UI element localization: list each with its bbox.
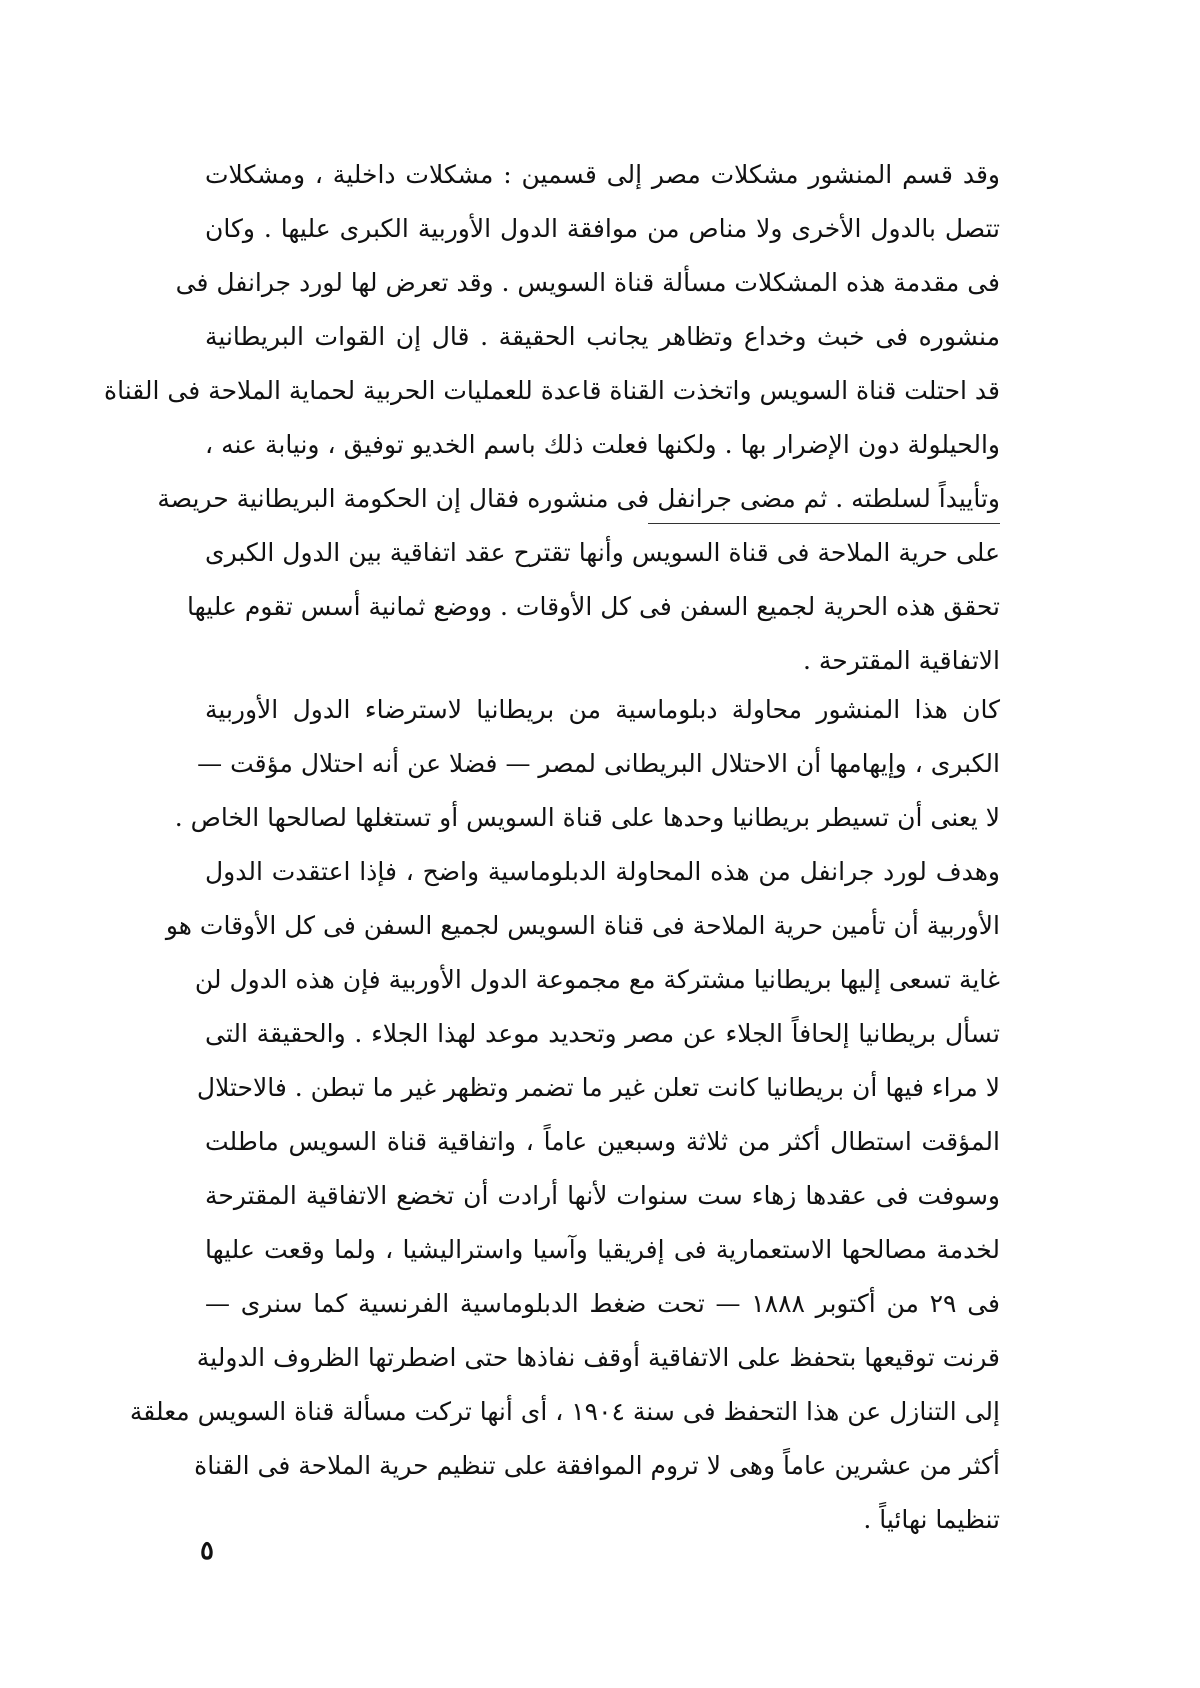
text-line: لخدمة مصالحها الاستعمارية فى إفريقيا وآسيا واستراليشيا ، ولما وقعت عليها <box>205 1235 1000 1264</box>
text-line-last: تنظيما نهائياً . <box>863 1505 1000 1534</box>
text-line: أكثر من عشرين عاماً وهى لا تروم الموافقة على تنظيم حرية الملاحة فى القناة <box>194 1451 1000 1480</box>
text-line: وهدف لورد جرانفل من هذه المحاولة الدبلوماسية واضح ، فإذا اعتقدت الدول <box>205 857 1000 886</box>
underline-mark <box>648 523 1000 524</box>
text-line: تحقق هذه الحرية لجميع السفن فى كل الأوقات . ووضع ثمانية أسس تقوم عليها <box>187 592 1000 621</box>
page-number: ٥ <box>200 1536 214 1566</box>
text-line: الأوربية أن تأمين حرية الملاحة فى قناة السويس لجميع السفن فى كل الأوقات هو <box>165 911 1000 940</box>
text-line: الكبرى ، وإيهامها أن الاحتلال البريطانى لمصر — فضلا عن أنه احتلال مؤقت — <box>197 749 1000 778</box>
text-line-last: الاتفاقية المقترحة . <box>802 646 1000 675</box>
text-line: وسوفت فى عقدها زهاء ست سنوات لأنها أرادت أن تخضع الاتفاقية المقترحة <box>205 1181 1000 1210</box>
text-line: تسأل بريطانيا إلحافاً الجلاء عن مصر وتحديد موعد لهذا الجلاء . والحقيقة التى <box>205 1019 1000 1048</box>
text-line-underlined <box>157 472 1000 526</box>
text-line: قد احتلت قناة السويس واتخذت القناة قاعدة للعمليات الحربية لحماية الملاحة فى القناة <box>104 376 1000 405</box>
text-line: المؤقت استطال أكثر من ثلاثة وسبعين عاماً ، واتفاقية قناة السويس ماطلت <box>205 1127 1000 1156</box>
text-line: لا يعنى أن تسيطر بريطانيا وحدها على قناة السويس أو تستغلها لصالحها الخاص . <box>174 803 1000 832</box>
text-line: لا مراء فيها أن بريطانيا كانت تعلن غير ما تضمر وتظهر غير ما تبطن . فالاحتلال <box>196 1073 1000 1102</box>
text-line: إلى التنازل عن هذا التحفظ فى سنة ١٩٠٤ ، أى أنها تركت مسألة قناة السويس معلقة <box>129 1397 1000 1426</box>
text-line: تتصل بالدول الأخرى ولا مناص من موافقة الدول الأوربية الكبرى عليها . وكان <box>205 214 1000 243</box>
paragraph-2 <box>129 683 1000 1547</box>
text-line: فى ٢٩ من أكتوبر ١٨٨٨ — تحت ضغط الدبلوماسية الفرنسية كما سنرى — <box>205 1289 1000 1318</box>
text-line: والحيلولة دون الإضرار بها . ولكنها فعلت ذلك باسم الخديو توفيق ، ونيابة عنه ، <box>205 430 1000 459</box>
paragraph-1 <box>104 148 1000 688</box>
text-line-content: وتأييداً لسلطته . ثم مضى جرانفل فى منشوره فقال إن الحكومة البريطانية حريصة <box>157 484 1000 513</box>
text-line: وقد قسم المنشور مشكلات مصر إلى قسمين : مشكلات داخلية ، ومشكلات <box>205 160 1000 189</box>
text-line: غاية تسعى إليها بريطانيا مشتركة مع مجموعة الدول الأوربية فإن هذه الدول لن <box>194 965 1000 994</box>
text-line: كان هذا المنشور محاولة دبلوماسية من بريطانيا لاسترضاء الدول الأوربية <box>205 695 1000 724</box>
text-line: قرنت توقيعها بتحفظ على الاتفاقية أوقف نفاذها حتى اضطرتها الظروف الدولية <box>196 1343 1000 1372</box>
text-line: منشوره فى خبث وخداع وتظاهر يجانب الحقيقة . قال إن القوات البريطانية <box>205 322 1000 351</box>
text-line: فى مقدمة هذه المشكلات مسألة قناة السويس . وقد تعرض لها لورد جرانفل فى <box>175 268 1000 297</box>
text-line: على حرية الملاحة فى قناة السويس وأنها تقترح عقد اتفاقية بين الدول الكبرى <box>205 538 1000 567</box>
